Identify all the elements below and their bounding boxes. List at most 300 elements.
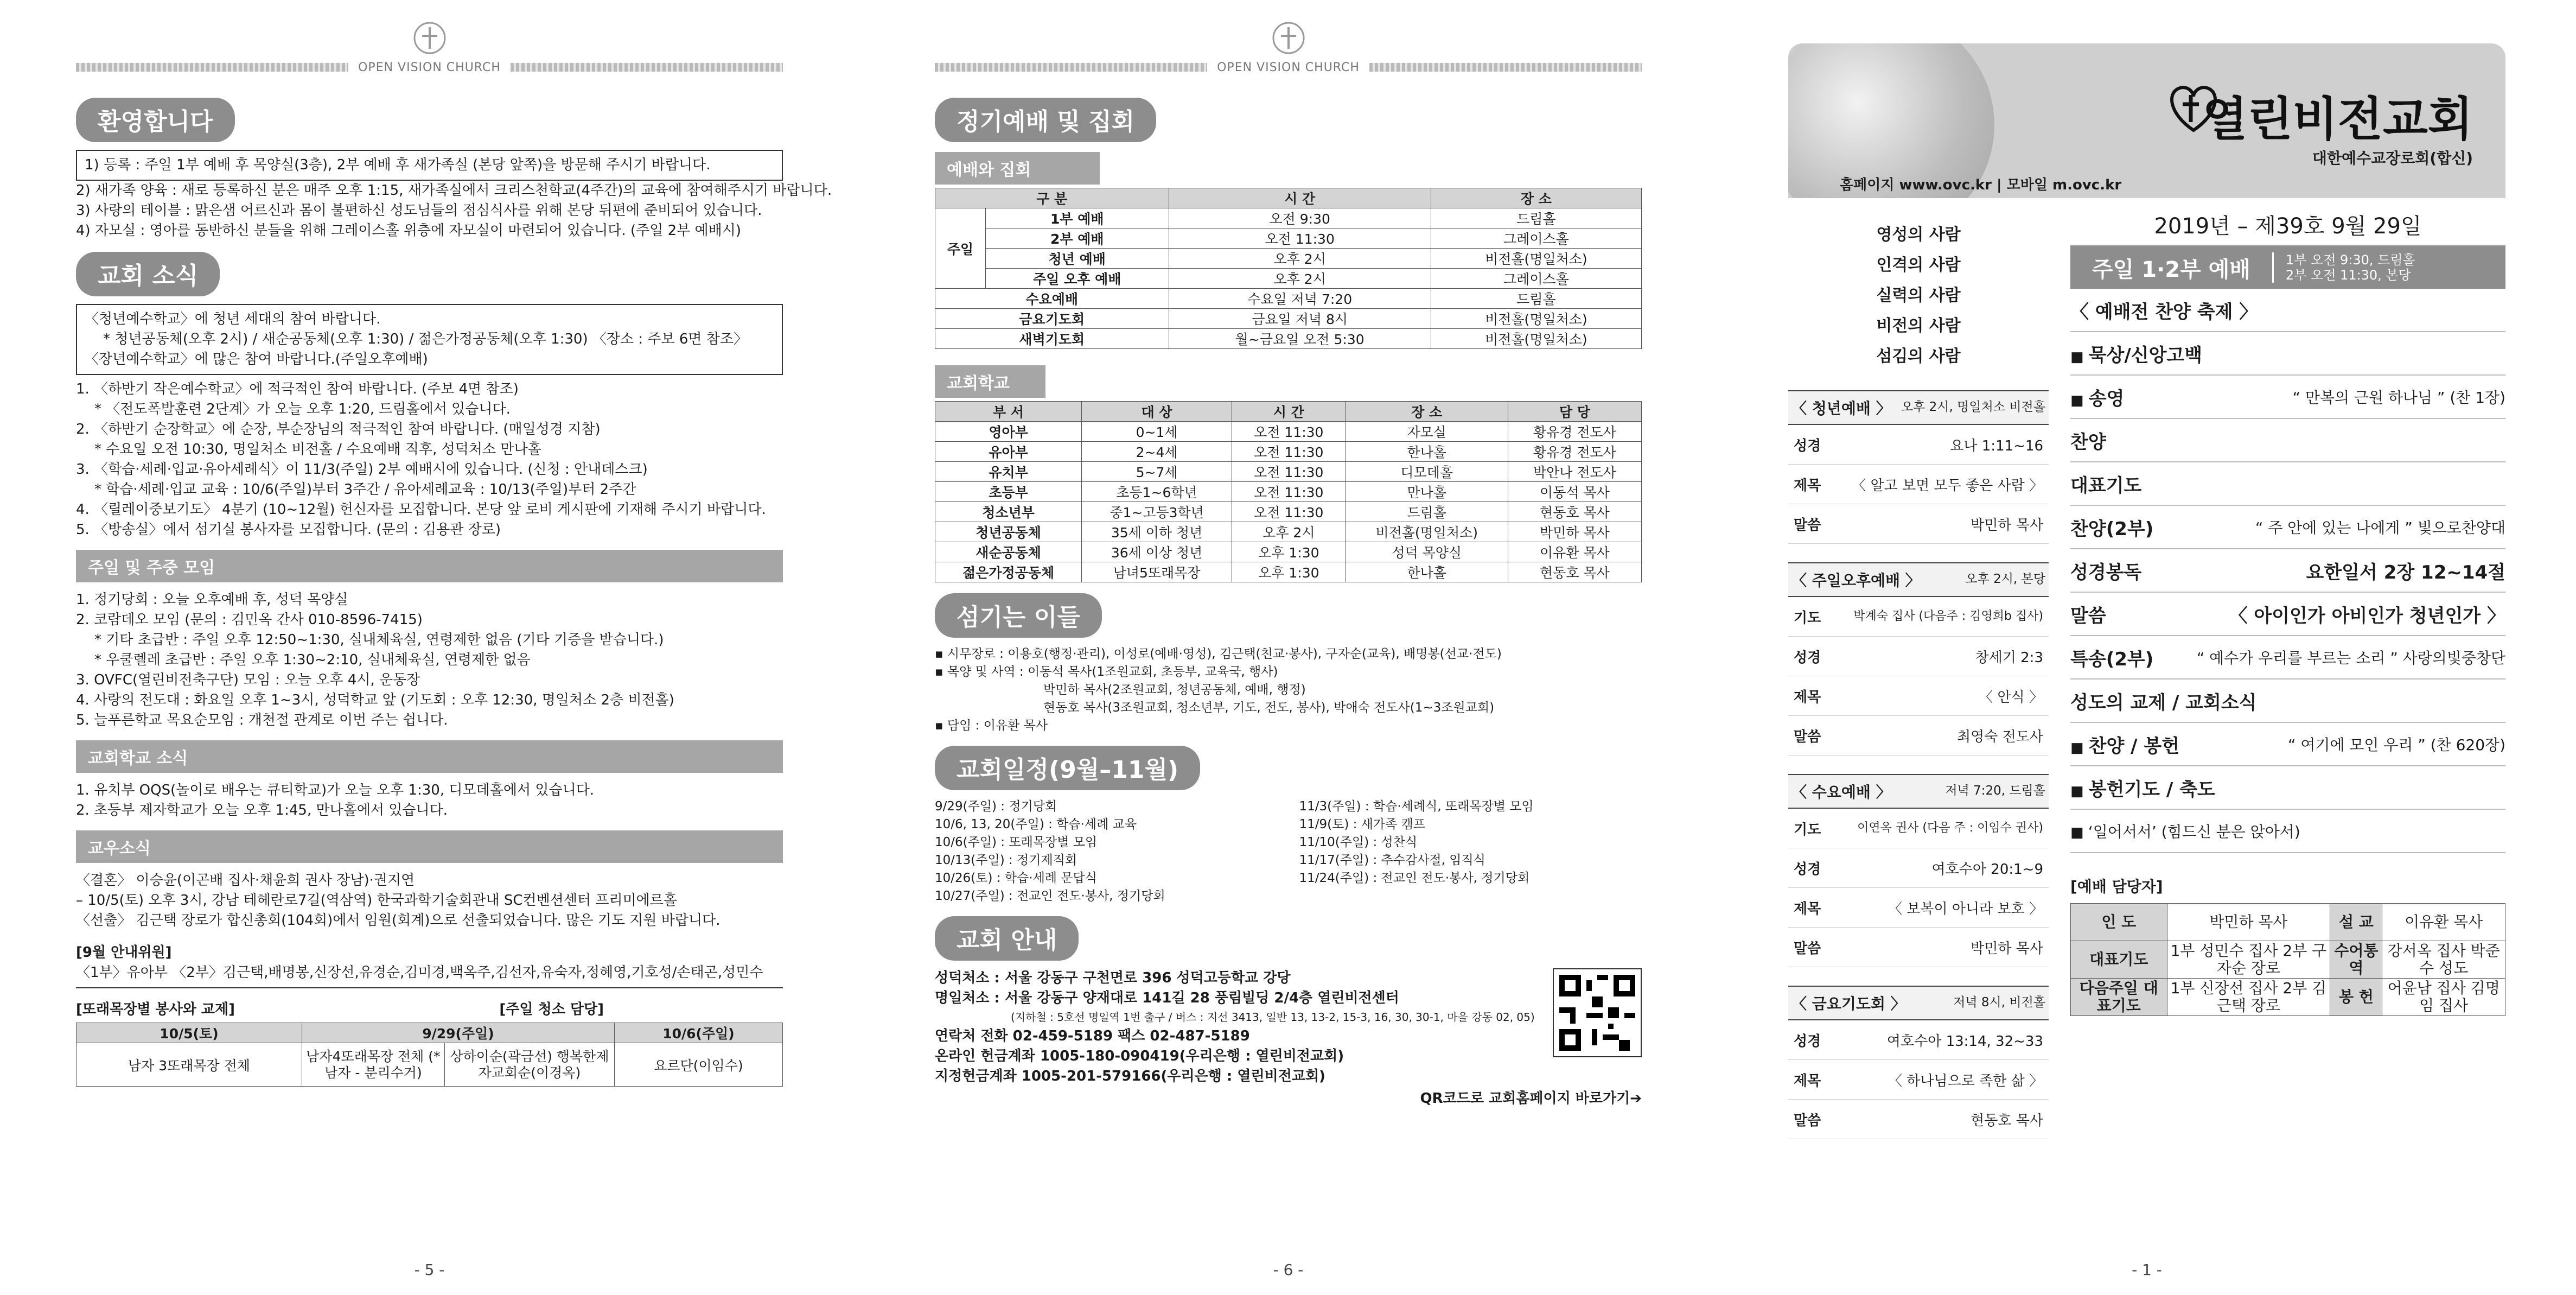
side-row: [1788, 888, 2049, 928]
order-label: 〈 예배전 찬양 축제 〉: [2070, 301, 2258, 323]
side-row-value: 〈 보복이 아니라 보호 〉: [1888, 900, 2043, 917]
schedule-item: 11/3(주일) : 학습·세례식, 또래목장별 모임: [1299, 799, 1534, 814]
member-line: 〈선출〉 김근택 장로가 합신총회(104회)에서 임원(회계)으로 선출되었습니다. 많은 기도 지원 바랍니다.: [76, 912, 720, 929]
worship-cell: 금요기도회: [935, 309, 1169, 329]
volunteer-header: 9/29(주일): [302, 1023, 614, 1043]
news-line: 3. 〈학습·세례·입교·유아세례식〉이 11/3(주일) 2부 예배시에 있습니다. (신청 : 안내데스크): [76, 461, 648, 478]
worship-row: [935, 289, 1642, 309]
order-row: [2070, 506, 2505, 549]
side-row: [1788, 716, 2049, 756]
school-row: [935, 502, 1642, 522]
church-mark-icon: [1270, 20, 1307, 56]
school-header: 부 서: [935, 402, 1082, 422]
meeting-line: * 기타 초급반 : 주일 오후 12:50~1:30, 실내체육실, 연령제한 없음 (기타 기증을 받습니다.): [94, 632, 664, 648]
schedule-item: 11/10(주일) : 성찬식: [1299, 835, 1418, 849]
meeting-line: 4. 사랑의 전도대 : 화요일 오후 1~3시, 성덕학교 앞 (기도회 : 오후 12:30, 명일처소 2층 비전홀): [76, 692, 674, 708]
duty-cell: 봉 헌: [2330, 979, 2382, 1016]
duty-cell: 박민하 목사: [2167, 904, 2330, 941]
side-section-header: [1788, 986, 2049, 1020]
worship-title: 정기예배 및 집회: [935, 98, 1156, 142]
worship-cell: 오전 11:30: [1169, 228, 1431, 249]
school-cell: 성덕 목양실: [1346, 542, 1508, 562]
schedule-item: 11/17(주일) : 추수감사절, 임직식: [1299, 853, 1485, 867]
duty-section: [2070, 875, 2505, 1016]
staff-line: ▪ 시무장로 : 이용호(행정·관리), 이성로(예배·영성), 김근택(친교·봉사), 구자순(교육), 배명봉(선교·전도): [935, 647, 1502, 661]
info-line: 지정헌금계좌 1005-201-579166(우리은행 : 열린비전교회): [935, 1068, 1325, 1084]
worship-cell: 그레이스홀: [1431, 228, 1641, 249]
side-row-value: 〈 안식 〉: [1979, 689, 2043, 706]
side-row-value: 창세기 2:3: [1975, 649, 2043, 666]
member-line: 〈결혼〉 이승윤(이곤배 집사·채윤희 권사 장남)·권지연: [76, 872, 415, 888]
side-section-header: [1788, 562, 2049, 597]
meeting-line: * 우쿨렐레 초급반 : 주일 오후 1:30~2:10, 실내체육실, 연령제한 없음: [94, 652, 531, 668]
side-section-time: 저녁 7:20, 드림홀: [1945, 784, 2045, 798]
side-row: [1788, 504, 2049, 544]
worship-row: [935, 249, 1642, 269]
worship-cell: 그레이스홀: [1431, 269, 1641, 289]
school-cell: 현동호 목사: [1508, 562, 1641, 582]
school-cell: 오전 11:30: [1232, 502, 1346, 522]
order-label: ■ 송영: [2070, 384, 2124, 410]
school-cell: 자모실: [1346, 422, 1508, 442]
worship-cell: 수요예배: [935, 289, 1169, 309]
news-box-line: * 청년공동체(오후 2시) / 새순공동체(오후 1:30) / 젊은가정공동체(오후 1:30) 〈장소 : 주보 6면 참조〉: [103, 331, 748, 347]
order-value: “ 예수가 우리를 부르는 소리 ” 사랑의빛중창단: [2196, 649, 2505, 667]
school-cell: 청소년부: [935, 502, 1082, 522]
volunteer-table: [76, 1023, 783, 1087]
page-1: [1718, 0, 2576, 1295]
order-of-worship: [2070, 289, 2505, 853]
school-table: [935, 401, 1642, 582]
worship-row: [935, 309, 1642, 329]
school-row: [935, 562, 1642, 582]
volunteer-cell: 남자 3또래목장 전체: [76, 1043, 302, 1087]
side-row-label: 성경: [1794, 649, 1821, 666]
volunteer-header: 10/5(토): [76, 1023, 302, 1043]
side-row: [1788, 928, 2049, 967]
schedule-item: 10/26(토) : 학습·세례 문답식: [935, 871, 1097, 885]
side-row: [1788, 848, 2049, 888]
schedule-item: 9/29(주일) : 정기당회: [935, 799, 1057, 814]
side-row-label: 제목: [1794, 900, 1821, 917]
header-decoration: [935, 0, 1642, 87]
duty-cell: 설 교: [2330, 904, 2382, 941]
guides-title: [9월 안내위원]: [76, 944, 172, 961]
order-value: “ 여기에 모인 우리 ” (찬 620장): [2287, 736, 2505, 754]
school-cell: 35세 이하 청년: [1082, 522, 1232, 542]
school-row: [935, 542, 1642, 562]
duty-cell: 다음주일 대표기도: [2071, 979, 2167, 1016]
news-line: 2. 〈하반기 순장학교〉에 순장, 부순장님의 적극적인 참여 바랍니다. (매일성경 지참): [76, 421, 601, 437]
church-en-label: OPEN VISION CHURCH: [358, 60, 501, 74]
page-number: - 1 -: [2132, 1261, 2162, 1279]
cover-left-column: [1788, 198, 2049, 1139]
church-en-label: OPEN VISION CHURCH: [1217, 60, 1360, 74]
side-row: [1788, 425, 2049, 465]
school-cell: 황유경 전도사: [1508, 442, 1641, 462]
worship-table: [935, 188, 1642, 349]
side-row-value: 〈 하나님으로 족한 삶 〉: [1888, 1072, 2043, 1089]
order-value: “ 주 안에 있는 나에게 ” 빛으로찬양대: [2255, 519, 2505, 537]
worship-row: [935, 269, 1642, 289]
side-row-label: 기도: [1794, 610, 1821, 626]
header-decoration: [76, 0, 783, 87]
school-cell: 0~1세: [1082, 422, 1232, 442]
staff-lines: [935, 645, 1642, 735]
side-row-value: 이연옥 권사 (다음 주 : 이임수 권사): [1857, 821, 2043, 835]
school-cell: 초등1~6학년: [1082, 482, 1232, 502]
school-cell: 유아부: [935, 442, 1082, 462]
school-header: 시 간: [1232, 402, 1346, 422]
side-row: [1788, 1060, 2049, 1100]
schedule-item: 11/24(주일) : 전교인 전도·봉사, 정기당회: [1299, 871, 1530, 885]
welcome-title: 환영합니다: [76, 98, 235, 142]
page-number: - 5 -: [414, 1261, 445, 1279]
side-row-label: 말씀: [1794, 517, 1821, 534]
side-section-header: [1788, 390, 2049, 425]
worship-row: [935, 228, 1642, 249]
worship-header: 시 간: [1169, 188, 1431, 208]
order-row: [2070, 593, 2505, 636]
staff-title: 섬기는 이들: [935, 593, 1102, 638]
order-value: 요한일서 2장 12~14절: [2306, 561, 2505, 583]
school-row: [935, 422, 1642, 442]
school-cell: 2~4세: [1082, 442, 1232, 462]
info-line: (지하철 : 5호선 명일역 1번 출구 / 버스 : 지선 3413, 일반 13, 13-2, 15-3, 16, 30, 30-1, 마을 강동 02, 05): [1011, 1011, 1535, 1024]
members-lines: [76, 871, 783, 931]
side-row: [1788, 465, 2049, 504]
staff-line: ▪ 목양 및 사역 : 이동석 목사(1조원교회, 초등부, 교육국, 행사): [935, 665, 1278, 679]
worship-header: 장 소: [1431, 188, 1641, 208]
school-cell: 초등부: [935, 482, 1082, 502]
qr-link-text[interactable]: QR코드로 교회홈페이지 바로가기➔: [1420, 1090, 1642, 1107]
side-row-value: 현동호 목사: [1971, 1112, 2043, 1129]
school-cell: 한나홀: [1346, 442, 1508, 462]
news-lines: [76, 379, 783, 540]
school-sub: 교회학교: [935, 365, 1045, 398]
order-row: [2070, 680, 2505, 723]
side-row-label: 성경: [1794, 437, 1821, 454]
staff-line: 박민하 목사(2조원교회, 청년공동체, 예배, 행정): [1043, 683, 1306, 697]
worship-cell: 오전 9:30: [1169, 208, 1431, 228]
school-cell: 젊은가정공동체: [935, 562, 1082, 582]
issue-date: 2019년 – 제39호 9월 29일: [2070, 198, 2505, 246]
welcome-lines: [76, 181, 832, 241]
info-line: 명일처소 : 서울 강동구 양재대로 141길 28 풍림빌딩 2/4층 열린비전센터: [935, 990, 1399, 1006]
side-row-label: 말씀: [1794, 940, 1821, 957]
school-cell: 오후 1:30: [1232, 542, 1346, 562]
order-row: [2070, 332, 2505, 376]
worship-header: 구 분: [935, 188, 1169, 208]
welcome-line: 2) 새가족 양육 : 새로 등록하신 분은 매주 오후 1:15, 새가족실에서 크리스천학교(4주간)의 교육에 참여해주시기 바랍니다.: [76, 182, 832, 199]
duty-caption: [예배 담당자]: [2070, 878, 2163, 896]
school-cell: 청년공동체: [935, 522, 1082, 542]
side-row-label: 제목: [1794, 1072, 1821, 1089]
side-services: [1788, 390, 2049, 1139]
side-section-time: 오후 2시, 명일처소 비전홀: [1901, 400, 2045, 414]
schedule-right: [1299, 798, 1642, 905]
school-cell: 유치부: [935, 462, 1082, 482]
worship-group: 주일: [935, 208, 986, 289]
school-cell: 새순공동체: [935, 542, 1082, 562]
worship-cell: 비전홀(명일처소): [1431, 329, 1641, 349]
order-row: [2070, 419, 2505, 462]
side-section-title: 〈 수요예배 〉: [1791, 783, 1891, 801]
service-bar: [2070, 246, 2505, 289]
duty-row: [2071, 904, 2505, 941]
side-row: [1788, 1020, 2049, 1060]
order-value: “ 만복의 근원 하나님 ” (찬 1장): [2292, 389, 2505, 407]
order-row: [2070, 376, 2505, 419]
church-name: 열린비전교회: [2202, 92, 2473, 147]
worship-row: [935, 329, 1642, 349]
order-label: ■ 찬양 / 봉헌: [2070, 731, 2179, 758]
school-header: 장 소: [1346, 402, 1508, 422]
worship-cell: 비전홀(명일처소): [1431, 249, 1641, 269]
welcome-line: 4) 자모실 : 영아를 동반하신 분들을 위해 그레이스홀 위층에 자모실이 마련되어 있습니다. (주일 2부 예배시): [76, 223, 742, 239]
news-box-line: 〈장년예수학교〉에 많은 참여 바랍니다.(주일오후예배): [85, 351, 428, 367]
schedule-title: 교회일정(9월–11월): [935, 746, 1200, 790]
info-lines: [935, 968, 1550, 1087]
school-cell: 오전 11:30: [1232, 442, 1346, 462]
schedule-item: 10/27(주일) : 전교인 전도·봉사, 정기당회: [935, 889, 1165, 903]
motto-line: 섬김의 사람: [1876, 347, 1961, 366]
order-label: 성도의 교제 / 교회소식: [2070, 691, 2257, 714]
duty-cell: 1부 성민수 집사 2부 구자순 장로: [2167, 941, 2330, 979]
school-cell: 황유경 전도사: [1508, 422, 1641, 442]
meeting-line: 2. 코람데오 모임 (문의 : 김민옥 간사 010-8596-7415): [76, 612, 423, 628]
news-line: 5. 〈방송실〉에서 섬기실 봉사자를 모집합니다. (문의 : 김용관 장로): [76, 522, 501, 538]
duty-cell: 이유환 목사: [2382, 904, 2505, 941]
meeting-line: 1. 정기당회 : 오늘 오후예배 후, 성덕 목양실: [76, 592, 348, 608]
volunteer-right-title: [주일 청소 담당]: [499, 1001, 604, 1018]
schedule-item: 10/6, 13, 20(주일) : 학습·세례 교육: [935, 817, 1137, 831]
side-section-header: [1788, 774, 2049, 809]
side-section-title: 〈 청년예배 〉: [1791, 399, 1891, 417]
side-row-value: 〈 알고 보면 모두 좋은 사람 〉: [1852, 477, 2043, 494]
side-row: [1788, 597, 2049, 637]
motto-line: 영성의 사람: [1876, 225, 1961, 244]
worship-cell: 수요일 저녁 7:20: [1169, 289, 1431, 309]
duty-row: [2071, 941, 2505, 979]
school-cell: 영아부: [935, 422, 1082, 442]
page-number: - 6 -: [1273, 1261, 1304, 1279]
volunteer-cell: 남자4또래목장 전체 (*남자 - 분리수거): [302, 1043, 444, 1087]
meeting-line: 5. 늘푸른학교 목요순모임 : 개천절 관계로 이번 주는 쉽니다.: [76, 712, 448, 728]
side-section-title: 〈 금요기도회 〉: [1791, 995, 1906, 1013]
order-label: 성경봉독: [2070, 561, 2142, 583]
school-cell: 이유환 목사: [1508, 542, 1641, 562]
side-row-value: 박민하 목사: [1971, 940, 2043, 957]
duty-row: [2071, 979, 2505, 1016]
side-row: [1788, 676, 2049, 716]
school-row: [935, 462, 1642, 482]
news-box-line: 〈청년예수학교〉에 청년 세대의 참여 바랍니다.: [85, 311, 381, 327]
order-label: 말씀: [2070, 605, 2106, 627]
worship-row: [935, 208, 1642, 228]
school-cell: 만나홀: [1346, 482, 1508, 502]
schedule-left: [935, 798, 1278, 905]
schedule-item: 10/13(주일) : 정기제직회: [935, 853, 1077, 867]
denomination: 대한예수교장로회(합신): [2312, 149, 2473, 167]
school-cell: 오후 2시: [1232, 522, 1346, 542]
school-cell: 오전 11:30: [1232, 462, 1346, 482]
service-time: 1부 오전 9:30, 드림홀: [2285, 252, 2415, 268]
cover-right-column: [2049, 198, 2505, 1139]
school-news-line: 1. 유치부 OQS(놀이로 배우는 큐티학교)가 오늘 오후 1:30, 디모데홀에서 있습니다.: [76, 782, 595, 798]
news-line: * 수요일 오전 10:30, 명일처소 비전홀 / 수요예배 직후, 성덕처소 만나홀: [94, 441, 541, 458]
schedule-item: 10/6(주일) : 또래목장별 모임: [935, 835, 1098, 849]
worship-cell: 비전홀(명일처소): [1431, 309, 1641, 329]
school-cell: 36세 이상 청년: [1082, 542, 1232, 562]
worship-cell: 주일 오후 예배: [986, 269, 1169, 289]
order-row: [2070, 289, 2505, 332]
news-line: 4. 〈릴레이중보기도〉 4분기 (10~12월) 헌신자를 모집합니다. 본당 앞 로비 게시판에 기재해 주시기 바랍니다.: [76, 502, 766, 518]
school-row: [935, 442, 1642, 462]
info-title: 교회 안내: [935, 916, 1079, 961]
side-section-time: 저녁 8시, 비전홀: [1953, 995, 2045, 1010]
order-row: [2070, 766, 2505, 810]
info-line: 연락처 전화 02-459-5189 팩스 02-487-5189: [935, 1028, 1250, 1044]
school-cell: 이동석 목사: [1508, 482, 1641, 502]
worship-sub: 예배와 집회: [935, 152, 1100, 185]
school-header-row: [935, 402, 1642, 422]
info-line: 온라인 헌금계좌 1005-180-090419(우리은행 : 열린비전교회): [935, 1048, 1344, 1064]
side-row-label: 제목: [1794, 689, 1821, 706]
side-row-value: 요나 1:11~16: [1950, 437, 2043, 454]
worship-cell: 청년 예배: [986, 249, 1169, 269]
order-row: [2070, 723, 2505, 766]
order-label: ■ ‘일어서서’ (힘드신 분은 앉아서): [2070, 820, 2300, 842]
schedule-item: 11/9(토) : 새가족 캠프: [1299, 817, 1426, 831]
school-news-title: 교회학교 소식: [76, 740, 783, 773]
service-time: 2부 오전 11:30, 본당: [2285, 268, 2411, 283]
school-header: 담 당: [1508, 402, 1641, 422]
school-cell: 중1~고등3학년: [1082, 502, 1232, 522]
motto-line: 인격의 사람: [1876, 256, 1961, 275]
school-cell: 오전 11:30: [1232, 422, 1346, 442]
worship-cell: 2부 예배: [986, 228, 1169, 249]
order-label: ■ 봉헌기도 / 축도: [2070, 775, 2215, 801]
side-row-label: 말씀: [1794, 728, 1821, 745]
duty-cell: 1부 신장선 집사 2부 김근택 장로: [2167, 979, 2330, 1016]
volunteer-left-title: [또래목장별 봉사와 교제]: [76, 1001, 235, 1018]
side-row: [1788, 637, 2049, 676]
order-label: 찬양: [2070, 431, 2106, 453]
duty-cell: 대표기도: [2071, 941, 2167, 979]
news-line: 1. 〈하반기 작은예수학교〉에 적극적인 참여 바랍니다. (주보 4면 참조): [76, 381, 519, 397]
motto-list: [1788, 198, 2049, 372]
school-header: 대 상: [1082, 402, 1232, 422]
side-row-label: 성경: [1794, 861, 1821, 878]
side-row-label: 말씀: [1794, 1112, 1821, 1129]
page-6: [859, 0, 1718, 1295]
qr-code-icon[interactable]: [1553, 968, 1642, 1057]
meetings-title: 주일 및 주중 모임: [76, 550, 783, 582]
worship-cell: 드림홀: [1431, 208, 1641, 228]
order-row: [2070, 549, 2505, 593]
school-cell: 오후 1:30: [1232, 562, 1346, 582]
worship-cell: 금요일 저녁 8시: [1169, 309, 1431, 329]
order-label: 찬양(2부): [2070, 518, 2154, 540]
side-row-value: 박계숙 집사 (다음주 : 김영희b 집사): [1853, 610, 2043, 623]
side-row: [1788, 809, 2049, 848]
duty-cell: 강서옥 집사 박준수 성도: [2382, 941, 2505, 979]
staff-line: ▪ 담임 : 이유환 목사: [935, 719, 1048, 733]
side-row: [1788, 1100, 2049, 1139]
news-line: * 〈전도폭발훈련 2단계〉가 오늘 오후 1:20, 드림홀에서 있습니다.: [94, 401, 511, 417]
meetings-lines: [76, 590, 783, 731]
worship-cell: 오후 2시: [1169, 269, 1431, 289]
motto-line: 실력의 사람: [1876, 286, 1961, 305]
school-cell: 박안나 전도사: [1508, 462, 1641, 482]
worship-cell: 1부 예배: [986, 208, 1169, 228]
side-row-label: 성경: [1794, 1033, 1821, 1050]
order-label: ■ 묵상/신앙고백: [2070, 340, 2202, 367]
meeting-line: 3. OVFC(열린비전축구단) 모임 : 오늘 오후 4시, 운동장: [76, 672, 420, 688]
school-cell: 현동호 목사: [1508, 502, 1641, 522]
school-cell: 5~7세: [1082, 462, 1232, 482]
school-cell: 남녀5또래목장: [1082, 562, 1232, 582]
welcome-box-line: 1) 등록 : 주일 1부 예배 후 목양실(3층), 2부 예배 후 새가족실 (본당 앞쪽)을 방문해 주시기 바랍니다.: [76, 150, 783, 181]
welcome-line: 3) 사랑의 테이블 : 맑은샘 어르신과 몸이 불편하신 성도님들의 점심식사를 위해 본당 뒤편에 준비되어 있습니다.: [76, 202, 762, 219]
side-section-title: 〈 주일오후예배 〉: [1791, 572, 1921, 589]
side-row-label: 제목: [1794, 477, 1821, 494]
worship-header-row: [935, 188, 1642, 208]
side-row-value: 박민하 목사: [1971, 517, 2043, 534]
school-row: [935, 522, 1642, 542]
news-box: [76, 304, 783, 375]
school-cell: 디모데홀: [1346, 462, 1508, 482]
order-label: 특송(2부): [2070, 648, 2154, 670]
worship-cell: 드림홀: [1431, 289, 1641, 309]
order-row: [2070, 636, 2505, 680]
duty-cell: 수어통역: [2330, 941, 2382, 979]
info-line: 성덕처소 : 서울 강동구 구천면로 396 성덕고등학교 강당: [935, 970, 1291, 986]
church-mark-icon: [411, 20, 448, 56]
school-cell: 박민하 목사: [1508, 522, 1641, 542]
volunteer-cell: 요르단(이임수): [614, 1043, 782, 1087]
school-cell: 오전 11:30: [1232, 482, 1346, 502]
homepage-link[interactable]: 홈페이지 www.ovc.kr | 모바일 m.ovc.kr: [1840, 177, 2122, 193]
school-cell: 드림홀: [1346, 502, 1508, 522]
cover-banner: [1788, 43, 2505, 198]
order-row: [2070, 810, 2505, 853]
news-title: 교회 소식: [76, 252, 220, 296]
order-row: [2070, 462, 2505, 506]
members-title: 교우소식: [76, 830, 783, 863]
guides-line: 〈1부〉유아부 〈2부〉김근택,배명봉,신장선,유경순,김미경,백옥주,김선자,유숙자,정혜영,기호성/손태곤,성민수: [76, 963, 783, 988]
school-news-lines: [76, 780, 783, 821]
worship-cell: 월~금요일 오전 5:30: [1169, 329, 1431, 349]
side-row-label: 기도: [1794, 821, 1821, 838]
worship-cell: 오후 2시: [1169, 249, 1431, 269]
duty-table: [2070, 903, 2505, 1016]
order-label: 대표기도: [2070, 474, 2142, 497]
school-cell: 비전홀(명일처소): [1346, 522, 1508, 542]
news-line: * 학습·세례·입교 교육 : 10/6(주일)부터 3주간 / 유아세례교육 : 10/13(주일)부터 2주간: [94, 481, 636, 498]
service-title: 주일 1·2부 예배: [2092, 257, 2250, 282]
side-row-value: 여호수아 20:1~9: [1931, 861, 2043, 878]
volunteer-header: 10/6(주일): [614, 1023, 782, 1043]
school-row: [935, 482, 1642, 502]
worship-cell: 새벽기도회: [935, 329, 1169, 349]
side-section-time: 오후 2시, 본당: [1965, 572, 2045, 586]
duty-cell: 어윤남 집사 김명임 집사: [2382, 979, 2505, 1016]
member-line: – 10/5(토) 오후 3시, 강남 테헤란로7길(역삼역) 한국과학기술회관내 SC컨벤션센터 프리미에르홀: [76, 892, 678, 909]
order-value: 〈 아이인가 아비인가 청년인가 〉: [2229, 605, 2505, 627]
duty-cell: 인 도: [2071, 904, 2167, 941]
